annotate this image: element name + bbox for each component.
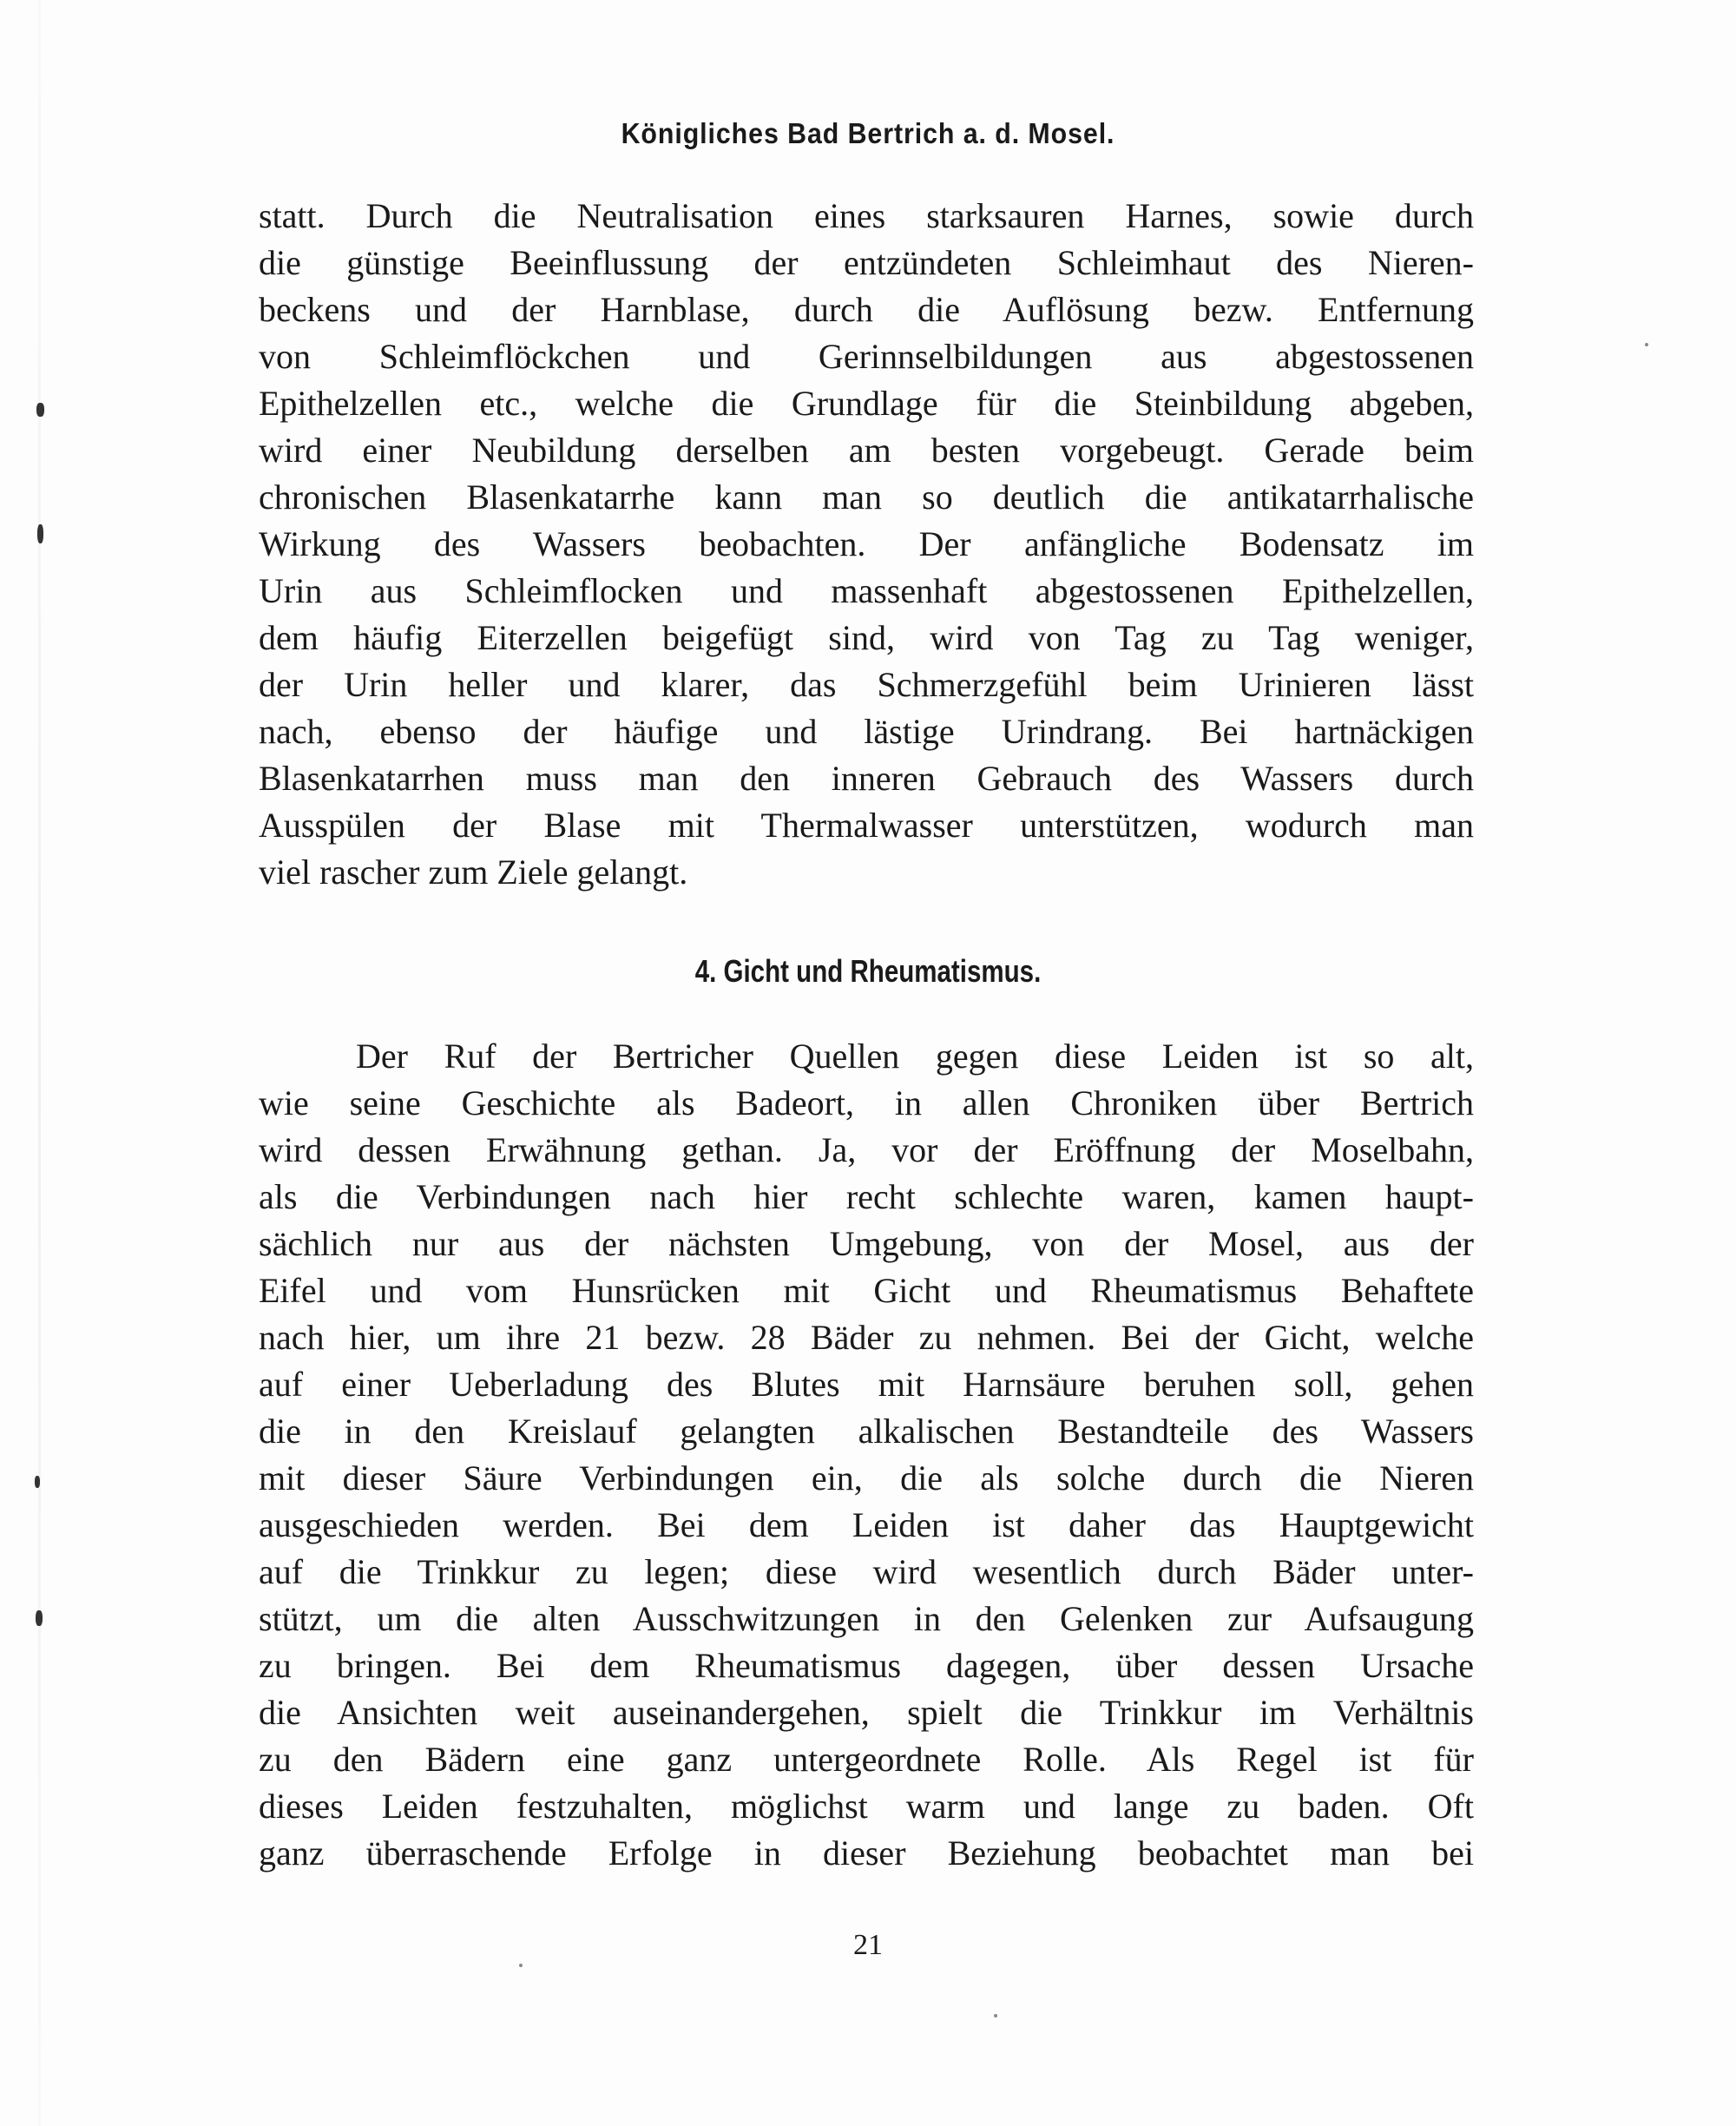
text-line: Wirkung des Wassers beobachten. Der anfängliche Bodensatz im — [259, 524, 1474, 563]
text-line: ganz überraschende Erfolge in dieser Beziehung beobachtet man bei — [259, 1833, 1474, 1873]
paragraph-1 — [259, 193, 1474, 896]
text-line: die günstige Beeinflussung der entzündeten Schleimhaut des Nieren- — [259, 243, 1474, 282]
text-line: der Urin heller und klarer, das Schmerzgefühl beim Urinieren lässt — [259, 665, 1474, 704]
text-line: Blasenkatarrhen muss man den inneren Gebrauch des Wassers durch — [259, 759, 1474, 798]
page-number: 21 — [853, 1929, 883, 1961]
text-line: wird einer Neubildung derselben am besten vorgebeugt. Gerade beim — [259, 431, 1474, 470]
text-line: stützt, um die alten Ausschwitzungen in den Gelenken zur Aufsaugung — [259, 1599, 1474, 1638]
text-line: nach hier, um ihre 21 bezw. 28 Bäder zu nehmen. Bei der Gicht, welche — [259, 1318, 1474, 1357]
text-line: sächlich nur aus der nächsten Umgebung, von der Mosel, aus der — [259, 1224, 1474, 1263]
running-head: Königliches Bad Bertrich a. d. Mosel. — [621, 117, 1115, 149]
text-line: viel rascher zum Ziele gelangt. — [259, 852, 688, 892]
binding-mark — [37, 524, 43, 543]
text-line: Der Ruf der Bertricher Quellen gegen diese Leiden ist so alt, — [356, 1037, 1474, 1076]
binding-mark — [35, 1476, 40, 1488]
text-line: zu den Bädern eine ganz untergeordnete Rolle. Als Regel ist für — [259, 1740, 1474, 1779]
text-line: chronischen Blasenkatarrhe kann man so deutlich die antikatarrhalische — [259, 477, 1474, 517]
text-line: auf die Trinkkur zu legen; diese wird wesentlich durch Bäder unter- — [259, 1552, 1474, 1591]
text-line: Ausspülen der Blase mit Thermalwasser unterstützen, wodurch man — [259, 806, 1474, 845]
text-line: beckens und der Harnblase, durch die Auflösung bezw. Entfernung — [259, 290, 1474, 329]
text-line: zu bringen. Bei dem Rheumatismus dagegen, über dessen Ursache — [259, 1646, 1474, 1685]
text-line: wie seine Geschichte als Badeort, in allen Chroniken über Bertrich — [259, 1083, 1474, 1122]
section-heading: 4. Gicht und Rheumatismus. — [694, 953, 1042, 989]
text-line: dem häufig Eiterzellen beigefügt sind, wird von Tag zu Tag weniger, — [259, 618, 1474, 657]
binding-mark — [36, 1610, 43, 1626]
text-line: auf einer Ueberladung des Blutes mit Harnsäure beruhen soll, gehen — [259, 1365, 1474, 1404]
text-line: wird dessen Erwähnung gethan. Ja, vor der Eröffnung der Moselbahn, — [259, 1130, 1474, 1169]
text-line: ausgeschieden werden. Bei dem Leiden ist daher das Hauptgewicht — [259, 1505, 1474, 1544]
text-line: die Ansichten weit auseinandergehen, spielt die Trinkkur im Verhältnis — [259, 1693, 1474, 1732]
binding-mark — [36, 403, 44, 417]
binding-gutter — [38, 0, 41, 2126]
text-line: als die Verbindungen nach hier recht schlechte waren, kamen haupt- — [259, 1177, 1474, 1216]
text-line: von Schleimflöckchen und Gerinnselbildungen aus abgestossenen — [259, 337, 1474, 376]
text-line: Epithelzellen etc., welche die Grundlage für die Steinbildung abgeben, — [259, 384, 1474, 423]
text-line: statt. Durch die Neutralisation eines starksauren Harnes, sowie durch — [259, 196, 1474, 235]
speck — [1645, 343, 1648, 346]
paragraph-2 — [259, 1033, 1474, 1877]
text-line: dieses Leiden festzuhalten, möglichst warm und lange zu baden. Oft — [259, 1787, 1474, 1826]
text-line: die in den Kreislauf gelangten alkalischen Bestandteile des Wassers — [259, 1412, 1474, 1451]
text-line: Urin aus Schleimflocken und massenhaft abgestossenen Epithelzellen, — [259, 571, 1474, 610]
text-line: Eifel und vom Hunsrücken mit Gicht und Rheumatismus Behaftete — [259, 1271, 1474, 1310]
text-line: mit dieser Säure Verbindungen ein, die als solche durch die Nieren — [259, 1458, 1474, 1497]
speck — [519, 1964, 523, 1967]
speck — [994, 2014, 997, 2017]
text-line: nach, ebenso der häufige und lästige Urindrang. Bei hartnäckigen — [259, 712, 1474, 751]
